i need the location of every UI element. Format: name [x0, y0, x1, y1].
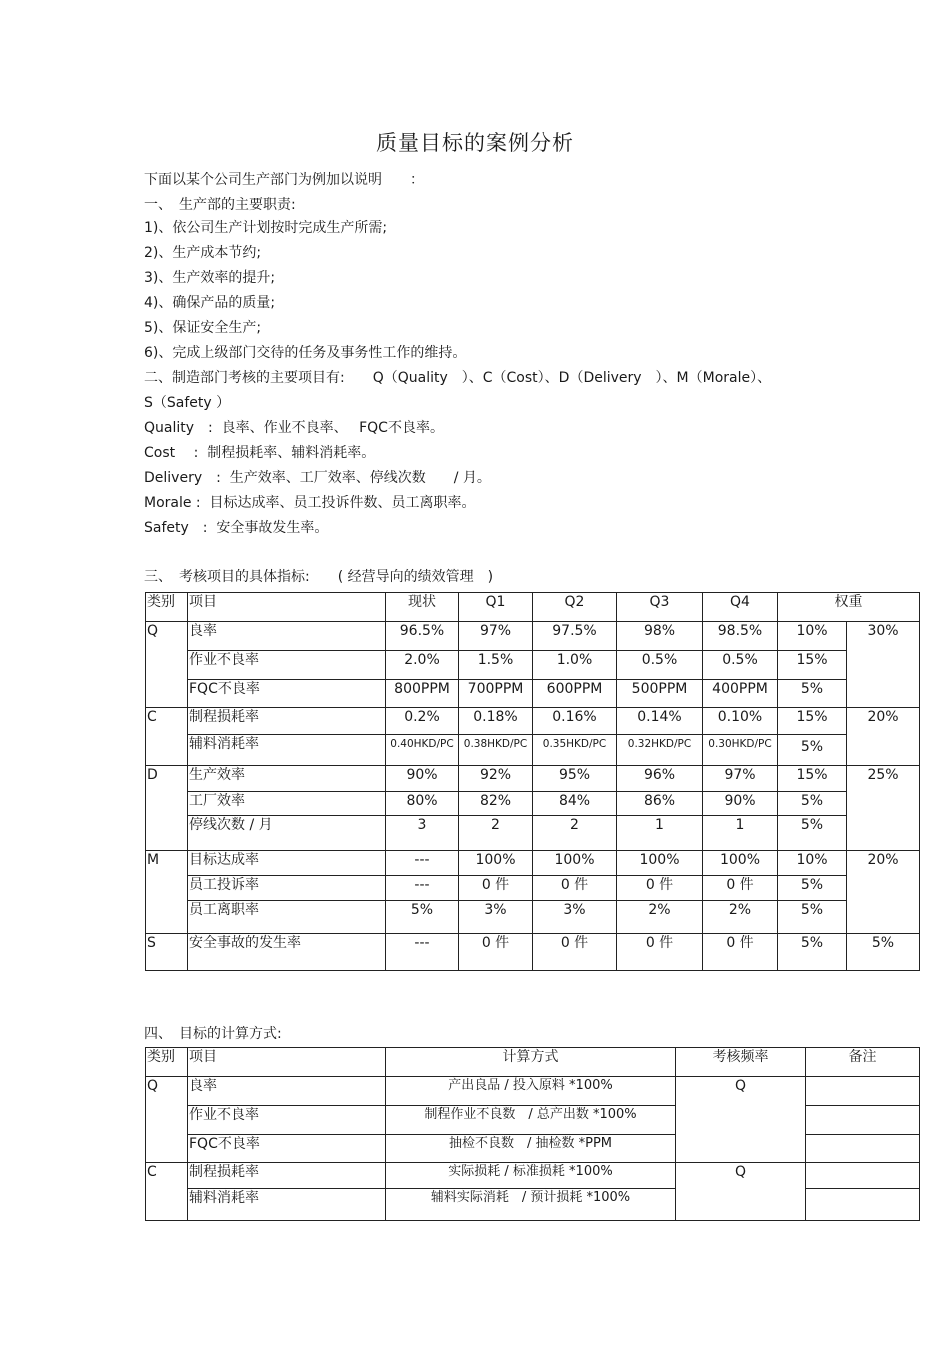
table-header-row	[146, 1048, 920, 1077]
value-cell: 0.10%	[703, 708, 778, 735]
category-cell: C	[146, 1163, 188, 1221]
table-row	[146, 651, 920, 680]
group-weight-cell: 20%	[847, 851, 920, 934]
weight-cell: 10%	[778, 622, 847, 651]
section1-item: 5)、保证安全生产;	[144, 320, 262, 336]
value-cell: 0.5%	[703, 651, 778, 680]
value-cell: 0.38HKD/PC	[459, 735, 533, 766]
value-cell: 100%	[459, 851, 533, 876]
header-cell: Q3	[617, 593, 703, 622]
value-cell: 0 件	[617, 934, 703, 971]
item-cell: 安全事故的发生率	[188, 934, 386, 971]
section1-heading: 一、 生产部的主要职责:	[144, 197, 296, 213]
item-cell: 目标达成率	[188, 851, 386, 876]
table-row	[146, 934, 920, 971]
section1-item: 4)、确保产品的质量;	[144, 295, 276, 311]
value-cell: 0.32HKD/PC	[617, 735, 703, 766]
value-cell: 84%	[533, 792, 617, 816]
value-cell: 0.35HKD/PC	[533, 735, 617, 766]
value-cell: 95%	[533, 766, 617, 792]
table-row	[146, 901, 920, 934]
value-cell: 100%	[617, 851, 703, 876]
note-cell	[806, 1106, 920, 1135]
value-cell: 1.0%	[533, 651, 617, 680]
table-row	[146, 708, 920, 735]
value-cell: 500PPM	[617, 680, 703, 708]
value-cell: 96%	[617, 766, 703, 792]
group-weight-cell: 5%	[847, 934, 920, 971]
value-cell: 98.5%	[703, 622, 778, 651]
table-row	[146, 1163, 920, 1189]
table-row	[146, 622, 920, 651]
table-row	[146, 816, 920, 851]
value-cell: 2	[459, 816, 533, 851]
category-cell: C	[146, 708, 188, 766]
table-row	[146, 1077, 920, 1106]
value-cell: 800PPM	[386, 680, 459, 708]
table-row	[146, 766, 920, 792]
section1-item: 3)、生产效率的提升;	[144, 270, 276, 286]
group-weight-cell: 25%	[847, 766, 920, 851]
value-cell: 2%	[617, 901, 703, 934]
formula-cell: 抽检不良数 / 抽检数 *PPM	[386, 1135, 676, 1163]
formula-cell: 实际损耗 / 标准损耗 *100%	[386, 1163, 676, 1189]
intro-text: 下面以某个公司生产部门为例加以说明 ：	[144, 172, 424, 188]
value-cell: 82%	[459, 792, 533, 816]
value-cell: 96.5%	[386, 622, 459, 651]
header-cell: 项目	[188, 1048, 386, 1077]
value-cell: 97%	[459, 622, 533, 651]
weight-cell: 15%	[778, 708, 847, 735]
header-cell: 计算方式	[386, 1048, 676, 1077]
value-cell: 0.40HKD/PC	[386, 735, 459, 766]
weight-cell: 15%	[778, 766, 847, 792]
category-cell: Q	[146, 622, 188, 708]
weight-cell: 10%	[778, 851, 847, 876]
item-cell: 作业不良率	[188, 651, 386, 680]
value-cell: 1	[703, 816, 778, 851]
value-cell: 2.0%	[386, 651, 459, 680]
value-cell: 2	[533, 816, 617, 851]
value-cell: 0.18%	[459, 708, 533, 735]
section4-heading: 四、 目标的计算方式:	[144, 1026, 282, 1042]
section2-item: Safety : 安全事故发生率。	[144, 520, 329, 536]
section1-item: 1)、依公司生产计划按时完成生产所需;	[144, 220, 388, 236]
header-cell: Q2	[533, 593, 617, 622]
item-cell: 工厂效率	[188, 792, 386, 816]
value-cell: 2%	[703, 901, 778, 934]
weight-cell: 5%	[778, 680, 847, 708]
weight-cell: 5%	[778, 876, 847, 901]
value-cell: 0.30HKD/PC	[703, 735, 778, 766]
weight-cell: 5%	[778, 816, 847, 851]
value-cell: 3%	[533, 901, 617, 934]
group-weight-cell: 30%	[847, 622, 920, 708]
category-cell: S	[146, 934, 188, 971]
note-cell	[806, 1189, 920, 1221]
value-cell: ---	[386, 934, 459, 971]
value-cell: 0 件	[533, 876, 617, 901]
header-cell: 类别	[146, 593, 188, 622]
section2-item: Cost : 制程损耗率、辅料消耗率。	[144, 445, 376, 461]
value-cell: 0 件	[617, 876, 703, 901]
group-weight-cell: 20%	[847, 708, 920, 766]
weight-cell: 5%	[778, 792, 847, 816]
value-cell: 100%	[533, 851, 617, 876]
value-cell: 90%	[386, 766, 459, 792]
weight-cell: 5%	[778, 934, 847, 971]
table-row	[146, 680, 920, 708]
table-row	[146, 792, 920, 816]
value-cell: 98%	[617, 622, 703, 651]
header-cell: 考核频率	[676, 1048, 806, 1077]
weight-cell: 5%	[778, 735, 847, 766]
table-row	[146, 876, 920, 901]
section2-heading: 二、制造部门考核的主要项目有: Q（Quality ）、C（Cost）、D（Delivery ）、M（Morale）、	[144, 370, 772, 386]
table-row	[146, 735, 920, 766]
header-cell: 权重	[778, 593, 920, 622]
value-cell: 0.5%	[617, 651, 703, 680]
value-cell: ---	[386, 876, 459, 901]
header-cell: 备注	[806, 1048, 920, 1077]
value-cell: 1	[617, 816, 703, 851]
section2-item: Morale : 目标达成率、员工投诉件数、员工离职率。	[144, 495, 476, 511]
section2-item: Delivery : 生产效率、工厂效率、停线次数 / 月。	[144, 470, 491, 486]
value-cell: 97.5%	[533, 622, 617, 651]
value-cell: 0 件	[703, 934, 778, 971]
header-cell: Q1	[459, 593, 533, 622]
value-cell: 90%	[703, 792, 778, 816]
formula-cell: 产出良品 / 投入原料 *100%	[386, 1077, 676, 1106]
value-cell: 0.14%	[617, 708, 703, 735]
item-cell: 良率	[188, 1077, 386, 1106]
note-cell	[806, 1135, 920, 1163]
section1-item: 2)、生产成本节约;	[144, 245, 262, 261]
value-cell: 3	[386, 816, 459, 851]
value-cell: 400PPM	[703, 680, 778, 708]
item-cell: 辅料消耗率	[188, 735, 386, 766]
item-cell: FQC不良率	[188, 680, 386, 708]
value-cell: 0.2%	[386, 708, 459, 735]
formula-cell: 辅料实际消耗 / 预计损耗 *100%	[386, 1189, 676, 1221]
item-cell: 良率	[188, 622, 386, 651]
value-cell: 5%	[386, 901, 459, 934]
value-cell: 0 件	[533, 934, 617, 971]
page-title: 质量目标的案例分析	[376, 131, 574, 155]
note-cell	[806, 1163, 920, 1189]
formula-cell: 制程作业不良数 / 总产出数 *100%	[386, 1106, 676, 1135]
header-cell: 类别	[146, 1048, 188, 1077]
section3-heading: 三、 考核项目的具体指标: ( 经营导向的绩效管理 )	[144, 569, 494, 585]
category-cell: Q	[146, 1077, 188, 1163]
value-cell: 80%	[386, 792, 459, 816]
kpi-table	[145, 592, 920, 971]
item-cell: 员工离职率	[188, 901, 386, 934]
item-cell: 员工投诉率	[188, 876, 386, 901]
header-cell: Q4	[703, 593, 778, 622]
section2-heading-cont: S（Safety ）	[144, 395, 231, 411]
value-cell: 0 件	[459, 934, 533, 971]
item-cell: 制程损耗率	[188, 1163, 386, 1189]
item-cell: 制程损耗率	[188, 708, 386, 735]
formula-table	[145, 1047, 920, 1221]
section2-item: Quality : 良率、作业不良率、 FQC不良率。	[144, 420, 444, 436]
item-cell: 作业不良率	[188, 1106, 386, 1135]
value-cell: 700PPM	[459, 680, 533, 708]
value-cell: 97%	[703, 766, 778, 792]
value-cell: 86%	[617, 792, 703, 816]
item-cell: 辅料消耗率	[188, 1189, 386, 1221]
frequency-cell: Q	[676, 1077, 806, 1163]
value-cell: 600PPM	[533, 680, 617, 708]
item-cell: FQC不良率	[188, 1135, 386, 1163]
value-cell: 0 件	[459, 876, 533, 901]
header-cell: 现状	[386, 593, 459, 622]
weight-cell: 5%	[778, 901, 847, 934]
value-cell: 0 件	[703, 876, 778, 901]
value-cell: 0.16%	[533, 708, 617, 735]
table-header-row	[146, 593, 920, 622]
category-cell: D	[146, 766, 188, 851]
table-row	[146, 851, 920, 876]
frequency-cell: Q	[676, 1163, 806, 1221]
value-cell: 1.5%	[459, 651, 533, 680]
item-cell: 生产效率	[188, 766, 386, 792]
value-cell: 100%	[703, 851, 778, 876]
header-cell: 项目	[188, 593, 386, 622]
category-cell: M	[146, 851, 188, 934]
item-cell: 停线次数 / 月	[188, 816, 386, 851]
value-cell: ---	[386, 851, 459, 876]
weight-cell: 15%	[778, 651, 847, 680]
section1-item: 6)、完成上级部门交待的任务及事务性工作的维持。	[144, 345, 467, 361]
value-cell: 3%	[459, 901, 533, 934]
value-cell: 92%	[459, 766, 533, 792]
note-cell	[806, 1077, 920, 1106]
